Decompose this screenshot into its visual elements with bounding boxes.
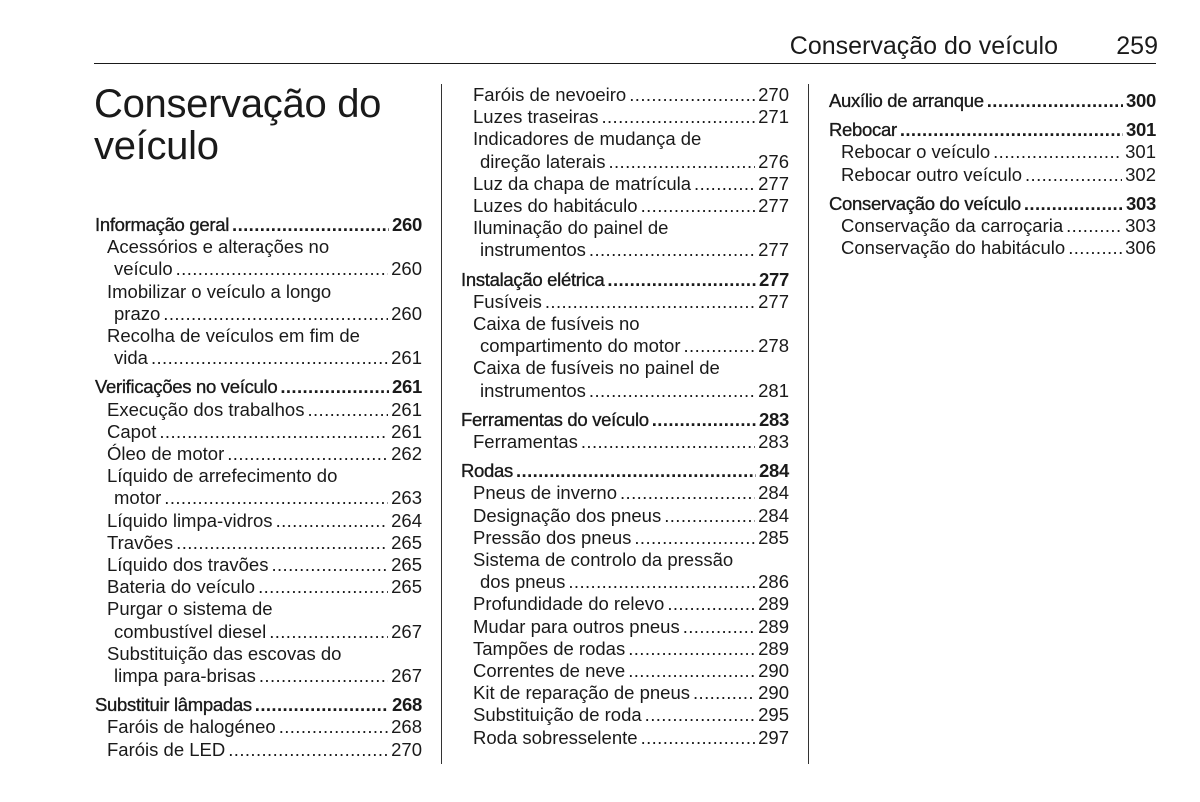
toc-entry-halogeneo[interactable]: Faróis de halogéneo ..... 268	[95, 716, 422, 738]
toc-entry-iluminacao-painel-cont[interactable]: instrumentos ..... 277	[461, 239, 789, 261]
toc-section-auxilio-arranque[interactable]: Auxílio de arranque ..... 300	[829, 90, 1156, 112]
column-divider-2	[808, 84, 809, 764]
toc-entry-escovas-cont[interactable]: limpa para-brisas ..... 267	[95, 665, 422, 687]
toc-entry-travoes[interactable]: Travões ..... 265	[95, 532, 422, 554]
header-rule	[94, 63, 1156, 64]
toc-entry-fusiveis-motor[interactable]: Caixa de fusíveis no	[473, 313, 640, 335]
toc-section-rebocar[interactable]: Rebocar ..... 301	[829, 119, 1156, 141]
toc-entry-luzes-habitaculo[interactable]: Luzes do habitáculo ..... 277	[461, 195, 789, 217]
toc-entry-escovas[interactable]: Substituição das escovas do	[107, 642, 342, 664]
toc-section-informacao-geral[interactable]: Informação geral ..... 260	[95, 214, 422, 236]
toc-section-substituir-lampadas[interactable]: Substituir lâmpadas ..... 268	[95, 694, 422, 716]
toc-entry-farois-led[interactable]: Faróis de LED ..... 270	[95, 739, 422, 761]
toc-entry-fusiveis-painel[interactable]: Caixa de fusíveis no painel de	[473, 357, 720, 379]
toc-entry-imobilizar[interactable]: Imobilizar o veículo a longo	[107, 280, 332, 302]
toc-entry-relevo[interactable]: Profundidade do relevo ..... 289	[461, 593, 789, 615]
running-header-title: Conservação do veículo	[789, 32, 1058, 60]
toc-entry-chapa-matricula[interactable]: Luz da chapa de matrícula ..... 277	[461, 173, 789, 195]
toc-entry-arrefecimento-cont[interactable]: motor ..... 263	[95, 487, 422, 509]
toc-entry-arrefecimento[interactable]: Líquido de arrefecimento do	[107, 465, 338, 487]
toc-entry-indicadores[interactable]: Indicadores de mudança de	[473, 128, 702, 150]
toc-entry-luzes-traseiras[interactable]: Luzes traseiras ..... 271	[461, 106, 789, 128]
toc-entry-pressao-pneus[interactable]: Pressão dos pneus ..... 285	[461, 527, 789, 549]
toc-entry-acessorios[interactable]: Acessórios e alterações no	[107, 236, 330, 258]
toc-section-rodas[interactable]: Rodas ..... 284	[461, 460, 789, 482]
toc-entry-controlo-pressao[interactable]: Sistema de controlo da pressão	[473, 549, 734, 571]
toc-entry-indicadores-cont[interactable]: direção laterais ..... 276	[461, 151, 789, 173]
toc-column-1	[95, 214, 422, 761]
toc-entry-nevoeiro[interactable]: Faróis de nevoeiro ..... 270	[461, 84, 789, 106]
toc-entry-limpa-vidros[interactable]: Líquido limpa-vidros ..... 264	[95, 510, 422, 532]
toc-entry-ferramentas[interactable]: Ferramentas ..... 283	[461, 431, 789, 453]
toc-entry-carrocaria[interactable]: Conservação da carroçaria ..... 303	[829, 215, 1156, 237]
toc-entry-pneus-inverno[interactable]: Pneus de inverno ..... 284	[461, 482, 789, 504]
toc-column-2	[461, 84, 789, 749]
toc-entry-recolha-cont[interactable]: vida ..... 261	[95, 347, 422, 369]
toc-entry-acessorios-cont[interactable]: veículo ..... 260	[95, 258, 422, 280]
toc-entry-iluminacao-painel[interactable]: Iluminação do painel de	[473, 217, 669, 239]
page-number: 259	[1116, 32, 1158, 60]
toc-section-conservacao-veiculo[interactable]: Conservação do veículo ..... 303	[829, 193, 1156, 215]
column-divider-1	[441, 84, 442, 764]
toc-entry-controlo-pressao-cont[interactable]: dos pneus ..... 286	[461, 571, 789, 593]
toc-entry-imobilizar-cont[interactable]: prazo ..... 260	[95, 303, 422, 325]
toc-entry-liquido-travoes[interactable]: Líquido dos travões ..... 265	[95, 554, 422, 576]
chapter-title-line1: Conservação do	[94, 82, 382, 126]
toc-column-3	[829, 90, 1156, 259]
toc-entry-purgar[interactable]: Purgar o sistema de	[107, 598, 273, 620]
toc-entry-purgar-cont[interactable]: combustível diesel ..... 267	[95, 621, 422, 643]
toc-entry-correntes-neve[interactable]: Correntes de neve ..... 290	[461, 660, 789, 682]
toc-entry-oleo[interactable]: Óleo de motor ..... 262	[95, 443, 422, 465]
toc-section-ferramentas[interactable]: Ferramentas do veículo ..... 283	[461, 409, 789, 431]
toc-section-verificacoes[interactable]: Verificações no veículo ..... 261	[95, 376, 422, 398]
toc-entry-rebocar-outro[interactable]: Rebocar outro veículo ..... 302	[829, 164, 1156, 186]
toc-section-instalacao-eletrica[interactable]: Instalação elétrica ..... 277	[461, 269, 789, 291]
toc-entry-fusiveis-painel-cont[interactable]: instrumentos ..... 281	[461, 380, 789, 402]
toc-entry-recolha[interactable]: Recolha de veículos em fim de	[107, 325, 360, 347]
toc-entry-capot[interactable]: Capot ..... 261	[95, 421, 422, 443]
toc-entry-substituicao-roda[interactable]: Substituição de roda ..... 295	[461, 704, 789, 726]
toc-entry-fusiveis-motor-cont[interactable]: compartimento do motor ..... 278	[461, 335, 789, 357]
toc-entry-fusiveis[interactable]: Fusíveis ..... 277	[461, 291, 789, 313]
toc-entry-tampoes[interactable]: Tampões de rodas ..... 289	[461, 638, 789, 660]
toc-entry-bateria[interactable]: Bateria do veículo ..... 265	[95, 576, 422, 598]
toc-entry-execucao[interactable]: Execução dos trabalhos ..... 261	[95, 399, 422, 421]
chapter-title-line2: veículo	[94, 124, 219, 168]
chapter-title	[94, 83, 381, 167]
toc-entry-mudar-pneus[interactable]: Mudar para outros pneus ..... 289	[461, 616, 789, 638]
toc-entry-kit-reparacao[interactable]: Kit de reparação de pneus ..... 290	[461, 682, 789, 704]
toc-entry-habitaculo[interactable]: Conservação do habitáculo ..... 306	[829, 237, 1156, 259]
toc-entry-roda-sobresselente[interactable]: Roda sobresselente ..... 297	[461, 727, 789, 749]
toc-entry-designacao-pneus[interactable]: Designação dos pneus ..... 284	[461, 505, 789, 527]
toc-entry-rebocar-veiculo[interactable]: Rebocar o veículo ..... 301	[829, 141, 1156, 163]
